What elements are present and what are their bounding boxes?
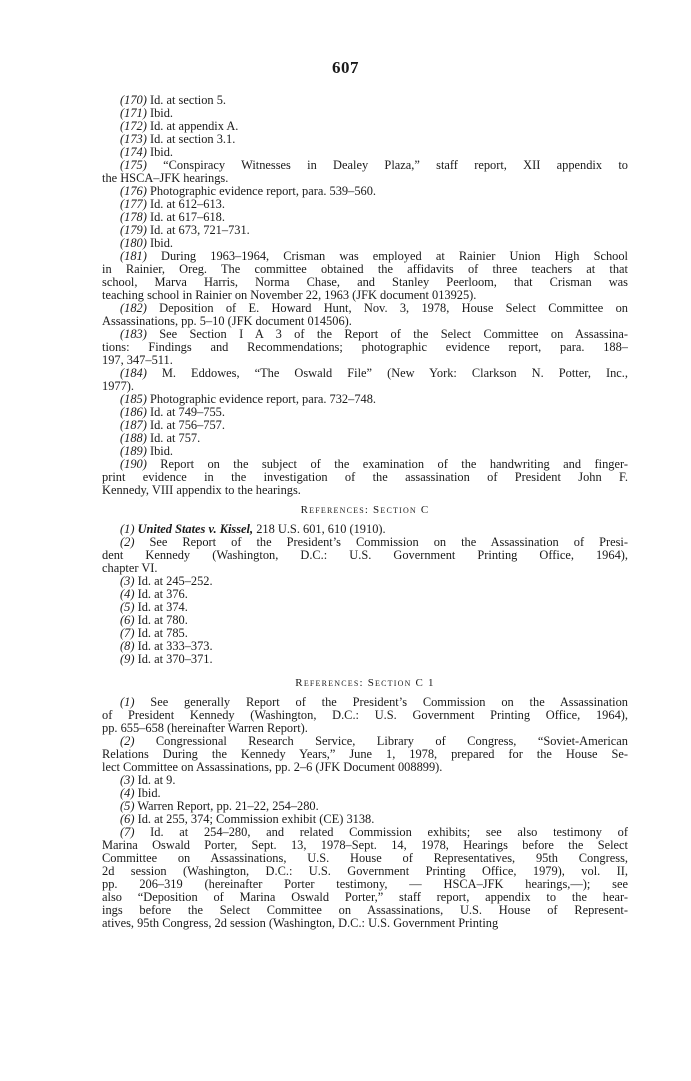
footnote-text: teaching school in Rainier on November 22, 1963 (JFK document 013925). [102, 288, 477, 302]
footnote-number: (7) [120, 826, 135, 839]
footnote-text: Id. at 785. [137, 626, 188, 640]
footnote-number: (189) [120, 444, 147, 458]
footnote-text: Id. at section 5. [149, 93, 226, 107]
footnote-line [102, 653, 628, 666]
footnote-text: 218 U.S. 601, 610 (1910). [253, 522, 386, 536]
footnote-text: Ibid. [137, 786, 161, 800]
footnote-text: chapter VI. [102, 561, 158, 575]
footnote-number: (1) [120, 696, 135, 709]
footnote-line [102, 263, 628, 276]
footnote [102, 774, 628, 787]
footnote-number: (182) [120, 302, 147, 315]
footnote-number: (177) [120, 197, 147, 211]
footnote-number: (7) [120, 626, 135, 640]
footnote-line [102, 696, 628, 709]
footnote-line [102, 367, 628, 380]
footnote-text: Assassinations, pp. 5–10 (JFK document 014506). [102, 314, 352, 328]
footnote-text: ings before the Select Committee on Assassinations, U.S. House of Represent- [102, 904, 628, 917]
footnote-text: Congressional Research Service, Library of Congress, “Soviet-American [155, 735, 628, 748]
footnote-number: (188) [120, 431, 147, 445]
footnote-line [102, 328, 628, 341]
footnote-number: (183) [120, 328, 147, 341]
footnote-line [102, 891, 628, 904]
footnote-text: school, Marva Harris, Norma Chase, and Stanley Peerloom, that Crisman was [102, 276, 628, 289]
footnote-number: (5) [120, 600, 135, 614]
footnote-text: Ibid. [149, 444, 174, 458]
footnote-text: print evidence in the investigation of the assassination of President John F. [102, 471, 628, 484]
footnote-number: (174) [120, 145, 147, 159]
footnote-line [102, 735, 628, 748]
footnote-number: (190) [120, 458, 147, 471]
footnote-line [102, 549, 628, 562]
footnote-number: (9) [120, 652, 135, 666]
footnote [102, 367, 628, 393]
footnote-line [102, 813, 628, 826]
footnote-text: of President Kennedy (Washington, D.C.: U.S. Government Printing Office, 1964), [102, 709, 628, 722]
footnote [102, 458, 628, 497]
footnote-line [102, 826, 628, 839]
footnote-number: (175) [120, 159, 147, 172]
footnote-text: also “Deposition of Marina Oswald Porter,” staff report, appendix to the hear- [102, 891, 628, 904]
footnote [102, 159, 628, 185]
footnote-text: tions: Findings and Recommendations; photographic evidence report, para. 188– [102, 341, 628, 354]
footnote-number: (8) [120, 639, 135, 653]
footnote-line [102, 354, 628, 367]
footnote-number: (171) [120, 106, 147, 120]
footnote-number: (4) [120, 587, 135, 601]
footnote-text: Id. at 757. [149, 431, 201, 445]
footnote-text: 1977). [102, 379, 135, 393]
footnote [102, 445, 628, 458]
footnote-text: “Conspiracy Witnesses in Dealey Plaza,” staff report, XII appendix to [163, 159, 628, 172]
notes-section-c-continued [102, 94, 628, 497]
footnote [102, 328, 628, 367]
footnote-number: (178) [120, 210, 147, 224]
footnote-text: Relations During the Kennedy Years,” June 1, 1978, prepared for the House Se- [102, 748, 628, 761]
footnote [102, 813, 628, 826]
footnote-text: the HSCA–JFK hearings. [102, 171, 229, 185]
footnote-line [102, 432, 628, 445]
footnote-line [102, 250, 628, 263]
footnote-line [102, 722, 628, 735]
footnote-text: Id. at 756–757. [149, 418, 225, 432]
notes-section-c1 [102, 696, 628, 930]
footnote-text: M. Eddowes, “The Oswald File” (New York: Clarkson N. Potter, Inc., [161, 367, 628, 380]
footnote-text: pp. 206–319 (hereinafter Porter testimony, — HSCA–JFK hearings,—); see [102, 878, 628, 891]
footnote-number: (179) [120, 223, 147, 237]
footnotes-column [102, 94, 628, 930]
footnote-text: During 1963–1964, Crisman was employed at Rainier Union High School [161, 250, 628, 263]
footnote [102, 250, 628, 302]
footnote [102, 146, 628, 159]
footnote [102, 536, 628, 575]
footnote-line [102, 865, 628, 878]
footnote-line [102, 852, 628, 865]
section-c-heading: References: Section C [300, 504, 430, 516]
footnote-line [102, 917, 628, 930]
footnote-line [102, 133, 628, 146]
footnote-line [102, 523, 628, 536]
footnote-text: pp. 655–658 (hereinafter Warren Report). [102, 721, 308, 735]
footnote-text: dent Kennedy (Washington, D.C.: U.S. Government Printing Office, 1964), [102, 549, 628, 562]
section-c1-heading: References: Section C 1 [295, 677, 435, 689]
footnote [102, 523, 628, 536]
footnote [102, 133, 628, 146]
footnote-text: Id. at 370–371. [137, 652, 213, 666]
footnote-line [102, 146, 628, 159]
footnote-number: (172) [120, 119, 147, 133]
footnote-text: Id. at 617–618. [149, 210, 225, 224]
footnote-text: Id. at 376. [137, 587, 188, 601]
footnote-number: (2) [120, 536, 135, 549]
footnote-text: 197, 347–511. [102, 353, 173, 367]
footnote-number: (186) [120, 405, 147, 419]
footnote-text: Kennedy, VIII appendix to the hearings. [102, 483, 301, 497]
footnote-text: Ibid. [149, 145, 174, 159]
footnote-number: (180) [120, 236, 147, 250]
footnote [102, 224, 628, 237]
footnote-text: Id. at section 3.1. [149, 132, 236, 146]
footnote-number: (3) [120, 574, 135, 588]
footnote-text: Id. at 255, 374; Commission exhibit (CE) 3138. [137, 812, 375, 826]
footnote-line [102, 878, 628, 891]
footnote-text: Id. at 245–252. [137, 574, 213, 588]
footnote-text: atives, 95th Congress, 2d session (Washington, D.C.: U.S. Government Printing [102, 916, 499, 930]
footnote-text: Ibid. [149, 106, 174, 120]
footnote-number: (6) [120, 613, 135, 627]
footnote-line [102, 289, 628, 302]
footnote [102, 432, 628, 445]
footnote-line [102, 315, 628, 328]
footnote-text: Id. at 673, 721–731. [149, 223, 250, 237]
footnote-number: (1) [120, 522, 135, 536]
footnote-text: Committee on Assassinations, U.S. House of Representatives, 95th Congress, [102, 852, 628, 865]
footnote [102, 653, 628, 666]
footnote [102, 696, 628, 735]
footnote-number: (2) [120, 735, 135, 748]
footnote-number: (184) [120, 367, 147, 380]
footnote-number: (187) [120, 418, 147, 432]
footnote-number: (185) [120, 392, 147, 406]
footnote-number: (4) [120, 786, 135, 800]
footnote-line [102, 237, 628, 250]
footnote [102, 826, 628, 930]
footnote-number: (181) [120, 250, 147, 263]
footnote-line [102, 839, 628, 852]
footnote [102, 302, 628, 328]
footnote-line [102, 774, 628, 787]
footnote-text: Id. at 9. [137, 773, 176, 787]
footnote-line [102, 484, 628, 497]
footnote-text: Id. at 612–613. [149, 197, 225, 211]
footnote-number: (5) [120, 799, 135, 813]
footnote-line [102, 458, 628, 471]
footnote-text: Id. at 333–373. [137, 639, 213, 653]
footnote-text: lect Committee on Assassinations, pp. 2–6 (JFK Document 008899). [102, 760, 443, 774]
footnote-text: Photographic evidence report, para. 732–748. [149, 392, 377, 406]
footnote [102, 237, 628, 250]
footnote-text: Report on the subject of the examination of the handwriting and finger- [160, 458, 628, 471]
footnote-line [102, 536, 628, 549]
footnote-line [102, 224, 628, 237]
footnote-line [102, 761, 628, 774]
footnote-text: Id. at 374. [137, 600, 188, 614]
footnote-number: (170) [120, 93, 147, 107]
footnote-text: 2d session (Washington, D.C.: U.S. Government Printing Office, 1979), vol. II, [102, 865, 628, 878]
footnote-text: Id. at appendix A. [149, 119, 239, 133]
footnote-number: (176) [120, 184, 147, 198]
footnote-text: Ibid. [149, 236, 174, 250]
footnote-line [102, 341, 628, 354]
footnote-text: See Section I A 3 of the Report of the Select Committee on Assassina- [159, 328, 628, 341]
footnote-text: Marina Oswald Porter, Sept. 13, 1978–Sept. 14, 1978, Hearings before the Select [102, 839, 628, 852]
footnote-text: Deposition of E. Howard Hunt, Nov. 3, 1978, House Select Committee on [159, 302, 628, 315]
notes-section-c [102, 523, 628, 666]
footnote-number: (3) [120, 773, 135, 787]
footnote-line [102, 94, 628, 107]
page-number: 607 [332, 58, 359, 77]
footnote-text: Id. at 749–755. [149, 405, 225, 419]
footnote-text: Photographic evidence report, para. 539–560. [149, 184, 377, 198]
footnote-text: Id. at 254–280, and related Commission exhibits; see also testimony of [150, 826, 628, 839]
footnote-number: (6) [120, 812, 135, 826]
footnote-text: See Report of the President’s Commission on the Assassination of Presi- [149, 536, 628, 549]
footnote-line [102, 445, 628, 458]
footnote [102, 735, 628, 774]
footnote-number: (173) [120, 132, 147, 146]
footnote [102, 94, 628, 107]
footnote-text: in Rainier, Oreg. The committee obtained the affidavits of three teachers at that [102, 263, 628, 276]
case-citation: United States v. Kissel, [137, 522, 254, 536]
footnote-text: Id. at 780. [137, 613, 188, 627]
footnote-text: Warren Report, pp. 21–22, 254–280. [137, 799, 319, 813]
footnote-text: See generally Report of the President’s Commission on the Assassination [150, 696, 628, 709]
